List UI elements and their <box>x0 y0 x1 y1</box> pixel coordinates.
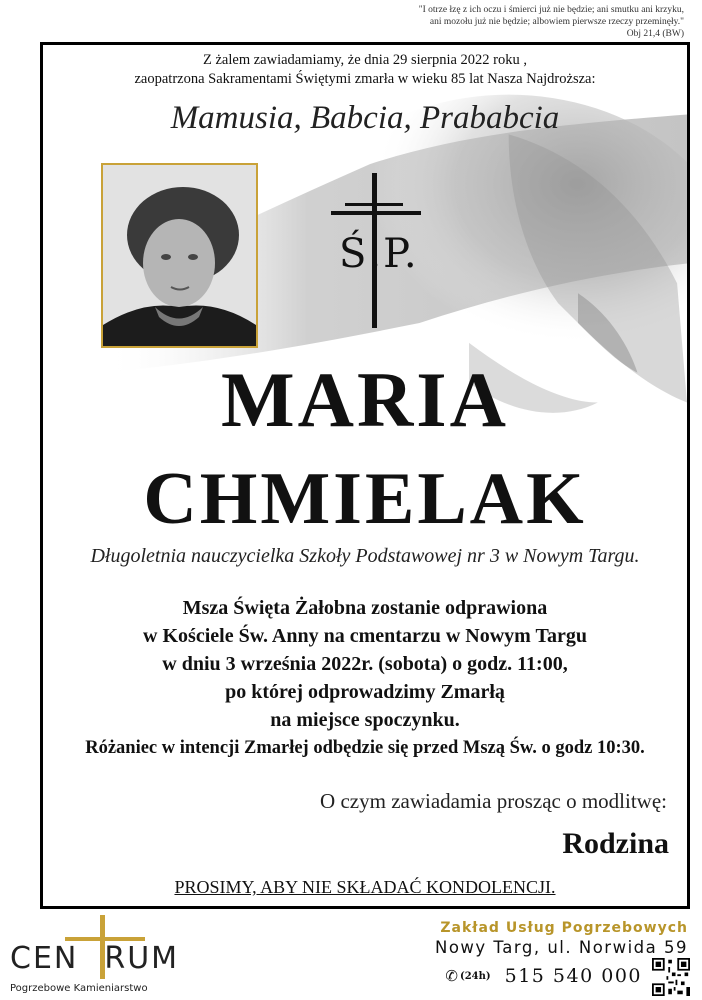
intro-line: Z żalem zawiadamiamy, że dnia 29 sierpnia 2022 roku , <box>203 52 527 68</box>
obituary-frame <box>40 42 690 909</box>
centrum-logo <box>10 913 240 998</box>
phone-hours: (24h) <box>459 970 491 982</box>
phone-icon: ✆ <box>445 967 458 985</box>
epithet: Mamusia, Babcia, Prababcia <box>170 100 560 136</box>
sp-abbreviation: Ś.P. <box>339 231 419 277</box>
quote-reference: Obj 21,4 (BW) <box>626 29 684 39</box>
mass-line: na miejsce spoczynku. <box>270 709 460 731</box>
no-condolences-notice: PROSIMY, ABY NIE SKŁADAĆ KONDOLENCJI. <box>174 877 556 897</box>
phone-row <box>445 965 642 987</box>
bible-quote <box>344 4 684 40</box>
family-signature: Rodzina <box>562 827 669 860</box>
qr-code-icon <box>652 958 690 996</box>
phone-number[interactable]: 515 540 000 <box>504 965 642 987</box>
funeral-home-name: Zakład Usług Pogrzebowych <box>440 920 688 936</box>
mass-announcement <box>43 594 687 762</box>
deceased-first-name: MARIA <box>221 356 509 443</box>
logo-subtitle: Pogrzebowe Kamieniarstwo <box>10 983 148 994</box>
cross-symbol <box>331 173 441 328</box>
logo-text-left: CEN <box>10 941 79 976</box>
logo-text <box>10 941 179 976</box>
mass-line: po której odprowadzimy Zmarłą <box>225 681 505 703</box>
closing-text: O czym zawiadamia prosząc o modlitwę: <box>320 789 667 813</box>
deceased-last-name: CHMIELAK <box>143 458 587 540</box>
mass-line: Msza Święta Żałobna zostanie odprawiona <box>182 597 548 619</box>
intro-text <box>43 51 687 89</box>
mass-line: w Kościele Św. Anny na cmentarzu w Nowym Targu <box>143 625 587 647</box>
mass-line: w dniu 3 września 2022r. (sobota) o godz. 11:00, <box>162 653 568 675</box>
intro-line: zaopatrzona Sakramentami Świętymi zmarła w wieku 85 lat Nasza Najdroższa: <box>134 71 596 87</box>
deceased-role: Długoletnia nauczycielka Szkoły Podstawowej nr 3 w Nowym Targu. <box>90 545 640 567</box>
quote-line: ani mozołu już nie będzie; albowiem pierwsze rzeczy przeminęły." <box>429 17 684 27</box>
portrait-photo <box>101 163 258 348</box>
funeral-home-info <box>435 920 688 957</box>
quote-line: "I otrze łzę z ich oczu i śmierci już nie będzie; ani smutku ani krzyku, <box>418 5 684 15</box>
rosary-line: Różaniec w intencji Zmarłej odbędzie się przed Mszą Św. o godz 10:30. <box>85 738 645 758</box>
logo-text-right: RUM <box>104 941 180 976</box>
funeral-home-address: Nowy Targ, ul. Norwida 59 <box>434 938 688 957</box>
